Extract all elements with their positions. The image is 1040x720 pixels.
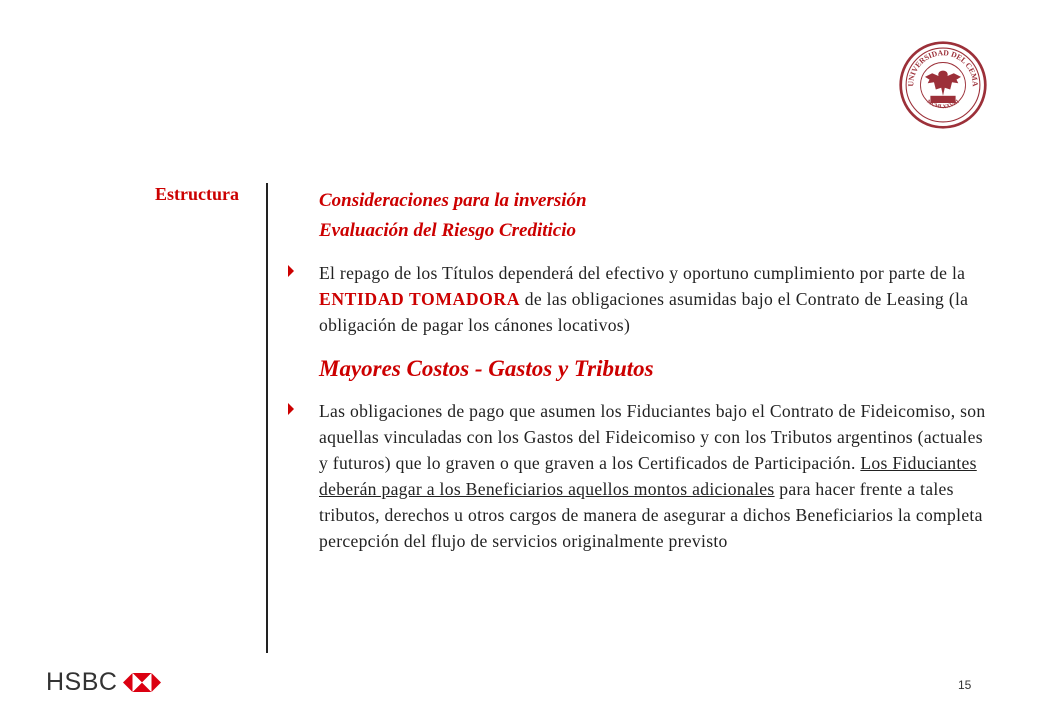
- triangle-bullet-icon: [286, 263, 296, 279]
- paragraph-obligations: Las obligaciones de pago que asumen los Fiduciantes bajo el Contrato de Fideicomiso, son aquellas vinculadas con los Gastos del Fideicomiso y con los Tributos argentinos (actuales y futuros) que lo graven o que graven a los Certificados de Participación. Los Fiduciantes deberán pagar a los Beneficiarios aquellos montos adicionales para hacer frente a tales tributos, derechos u otros cargos de manera de asegurar a dichos Beneficiarios la completa percepción del flujo de servicios originalmente previsto: [319, 401, 986, 551]
- university-seal-logo: [898, 40, 988, 130]
- section-label: Estructura: [155, 184, 239, 204]
- bullet-obligations: [319, 398, 989, 554]
- hsbc-logo: [46, 668, 161, 697]
- hsbc-hexagon-icon: [123, 673, 161, 692]
- triangle-bullet-icon: [286, 401, 296, 417]
- slide-content: [319, 186, 989, 554]
- paragraph-repayment: El repago de los Títulos dependerá del efectivo y oportuno cumplimiento por parte de la ENTIDAD TOMADORA de las obligaciones asumidas bajo el Contrato de Leasing (la obligación de pagar los cánones locativos): [319, 263, 969, 335]
- vertical-divider: [266, 183, 268, 653]
- svg-text:MCMLXXVIII: MCMLXXVIII: [925, 98, 961, 111]
- entidad-tomadora-highlight: ENTIDAD TOMADORA: [319, 289, 521, 309]
- heading-considerations: Consideraciones para la inversión: [319, 190, 587, 211]
- hsbc-wordmark: HSBC: [46, 668, 118, 696]
- svg-text:UNIVERSIDAD DEL CEMA: UNIVERSIDAD DEL CEMA: [906, 48, 980, 87]
- heading-costs-taxes: Mayores Costos - Gastos y Tributos: [319, 356, 654, 381]
- bullet-repayment: [319, 260, 989, 338]
- heading-credit-risk: Evaluación del Riesgo Crediticio: [319, 220, 577, 241]
- underlined-statement: Los Fiduciantes deberán pagar a los Beneficiarios aquellos montos adicionales: [319, 453, 977, 499]
- page-number: 15: [958, 678, 972, 692]
